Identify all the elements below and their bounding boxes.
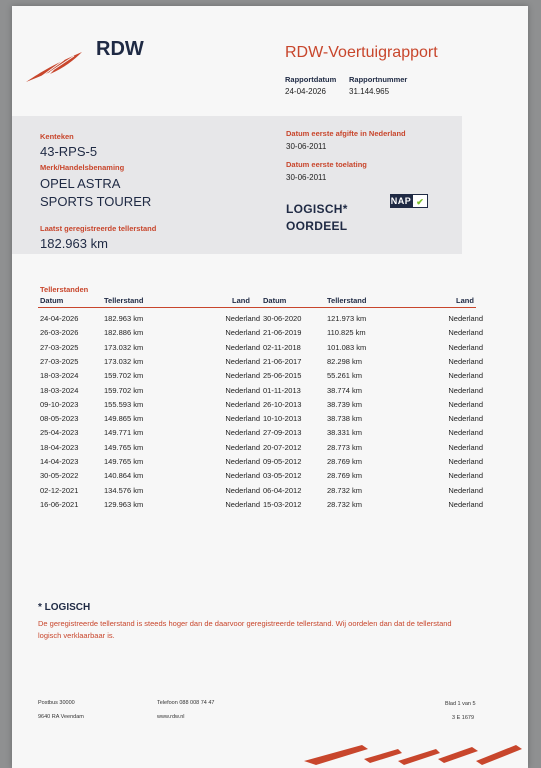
cell-date-left: 18-04-2023 xyxy=(40,442,79,452)
footer-phone: Telefoon 088 008 74 47 xyxy=(157,700,215,706)
cell-reading-right: 28.773 km xyxy=(327,442,363,452)
cell-date-left: 16-06-2021 xyxy=(40,499,79,509)
cell-country-left: Nederland xyxy=(225,385,260,395)
col-date-right: Datum xyxy=(263,296,287,305)
table-header-rule xyxy=(38,307,476,308)
cell-country-left: Nederland xyxy=(225,485,260,495)
cell-country-left: Nederland xyxy=(225,414,260,424)
checkmark-icon: ✔ xyxy=(412,194,428,208)
col-country-left: Land xyxy=(232,296,250,305)
cell-reading-left: 129.963 km xyxy=(104,499,144,509)
nap-badge xyxy=(390,194,428,208)
cell-reading-left: 173.032 km xyxy=(104,356,144,366)
last-odometer-value: 182.963 km xyxy=(40,236,108,251)
cell-reading-right: 121.973 km xyxy=(327,314,367,323)
first-issue-nl-value: 30-06-2011 xyxy=(286,142,327,151)
cell-date-left: 27-03-2025 xyxy=(40,342,79,352)
cell-reading-right: 38.738 km xyxy=(327,414,363,424)
report-number-label: Rapportnummer xyxy=(349,75,408,84)
cell-reading-right: 38.774 km xyxy=(327,385,363,395)
note-title: * LOGISCH xyxy=(38,602,91,613)
cell-country-right: Nederland xyxy=(448,385,483,395)
cell-date-right: 27-09-2013 xyxy=(263,428,302,438)
make-line-2: SPORTS TOURER xyxy=(40,194,152,209)
cell-country-right: Nederland xyxy=(448,428,483,438)
cell-country-right: Nederland xyxy=(448,399,483,409)
cell-date-right: 20-07-2012 xyxy=(263,442,302,452)
cell-date-right: 06-04-2012 xyxy=(263,485,302,495)
cell-date-left: 25-04-2023 xyxy=(40,428,79,438)
cell-country-right: Nederland xyxy=(448,356,483,366)
col-date-left: Datum xyxy=(40,296,64,305)
cell-date-left: 30-05-2022 xyxy=(40,471,79,481)
first-issue-nl-label: Datum eerste afgifte in Nederland xyxy=(286,129,406,138)
make-label: Merk/Handelsbenaming xyxy=(40,163,125,172)
cell-country-left: Nederland xyxy=(225,471,260,481)
note-text: De geregistreerde tellerstand is steeds hoger dan de daarvoor geregistreerde tellerstand. Wij oordelen dan dat de tellerstand logisch verklaarbaar is. xyxy=(38,619,452,640)
cell-country-left: Nederland xyxy=(225,342,260,352)
cell-reading-left: 182.886 km xyxy=(104,328,144,338)
cell-reading-left: 140.864 km xyxy=(104,471,144,481)
first-admission-label: Datum eerste toelating xyxy=(286,160,367,169)
first-admission-value: 30-06-2011 xyxy=(286,173,327,182)
cell-date-right: 09-05-2012 xyxy=(263,457,302,466)
cell-reading-left: 159.702 km xyxy=(104,385,144,395)
cell-reading-left: 173.032 km xyxy=(104,342,144,352)
cell-date-left: 18-03-2024 xyxy=(40,385,79,395)
col-reading-left: Tellerstand xyxy=(104,296,144,305)
cell-country-left: Nederland xyxy=(225,314,260,323)
footer-website: www.rdw.nl xyxy=(157,714,185,720)
brand-name: RDW xyxy=(96,38,144,60)
cell-reading-right: 28.732 km xyxy=(327,499,363,509)
cell-date-left: 14-04-2023 xyxy=(40,457,79,466)
cell-date-right: 21-06-2019 xyxy=(263,328,302,338)
cell-country-left: Nederland xyxy=(225,356,260,366)
cell-reading-right: 28.732 km xyxy=(327,485,363,495)
col-country-right: Land xyxy=(456,296,474,305)
cell-country-left: Nederland xyxy=(225,328,260,338)
cell-reading-left: 149.765 km xyxy=(104,442,144,452)
cell-country-left: Nederland xyxy=(225,457,260,466)
cell-reading-right: 38.331 km xyxy=(327,428,363,438)
cell-country-left: Nederland xyxy=(225,399,260,409)
cell-date-left: 18-03-2024 xyxy=(40,371,79,381)
cell-country-left: Nederland xyxy=(225,499,260,509)
cell-country-left: Nederland xyxy=(225,442,260,452)
footer-code: 3 E 1679 xyxy=(452,715,475,721)
cell-reading-left: 149.765 km xyxy=(104,457,144,466)
cell-date-left: 09-10-2023 xyxy=(40,399,79,409)
cell-country-right: Nederland xyxy=(448,371,483,381)
cell-country-right: Nederland xyxy=(448,414,483,424)
cell-reading-left: 182.963 km xyxy=(104,314,144,323)
footer-address-1: Postbus 30000 xyxy=(38,700,75,706)
cell-reading-left: 134.576 km xyxy=(104,485,144,495)
cell-date-right: 30-06-2020 xyxy=(263,314,302,323)
cell-country-right: Nederland xyxy=(448,328,483,338)
col-reading-right: Tellerstand xyxy=(327,296,367,305)
cell-country-left: Nederland xyxy=(225,371,260,381)
report-number: 31.144.965 xyxy=(349,87,390,96)
cell-reading-right: 28.769 km xyxy=(327,457,363,466)
last-odometer-label: Laatst geregistreerde tellerstand xyxy=(40,224,157,233)
nap-badge-label: NAP xyxy=(390,196,412,206)
cell-reading-right: 55.261 km xyxy=(327,371,363,381)
cell-country-right: Nederland xyxy=(448,499,483,509)
report-page xyxy=(12,6,528,768)
cell-date-right: 10-10-2013 xyxy=(263,414,302,424)
plate-label: Kenteken xyxy=(40,132,74,141)
verdict-line-1: LOGISCH* xyxy=(286,202,348,216)
cell-date-right: 02-11-2018 xyxy=(263,342,301,352)
report-title: RDW-Voertuigrapport xyxy=(285,44,438,61)
odometer-section-title: Tellerstanden xyxy=(40,285,89,294)
verdict-line-2: OORDEEL xyxy=(286,219,348,233)
cell-date-left: 26-03-2026 xyxy=(40,328,79,338)
cell-reading-left: 149.771 km xyxy=(104,428,144,438)
cell-date-right: 15-03-2012 xyxy=(263,499,302,509)
cell-reading-left: 155.593 km xyxy=(104,399,144,409)
cell-country-left: Nederland xyxy=(225,428,260,438)
cell-date-left: 24-04-2026 xyxy=(40,314,79,323)
cell-date-left: 08-05-2023 xyxy=(40,414,79,424)
cell-reading-left: 149.865 km xyxy=(104,414,144,424)
cell-reading-right: 110.825 km xyxy=(327,328,366,338)
cell-country-right: Nederland xyxy=(448,471,483,481)
cell-date-right: 25-06-2015 xyxy=(263,371,302,381)
cell-country-right: Nederland xyxy=(448,314,483,323)
cell-country-right: Nederland xyxy=(448,442,483,452)
cell-country-right: Nederland xyxy=(448,485,483,495)
cell-reading-left: 159.702 km xyxy=(104,371,144,381)
cell-date-right: 26-10-2013 xyxy=(263,399,302,409)
cell-reading-right: 38.739 km xyxy=(327,399,363,409)
cell-date-right: 01-11-2013 xyxy=(263,385,301,395)
plate-value: 43-RPS-5 xyxy=(40,144,98,159)
cell-country-right: Nederland xyxy=(448,457,483,466)
report-date: 24-04-2026 xyxy=(285,87,326,96)
cell-reading-right: 82.298 km xyxy=(327,356,363,366)
make-line-1: OPEL ASTRA xyxy=(40,176,121,191)
cell-date-right: 21-06-2017 xyxy=(263,356,302,366)
cell-date-left: 02-12-2021 xyxy=(40,485,79,495)
footer-address-2: 9640 RA Veendam xyxy=(38,714,84,720)
report-date-label: Rapportdatum xyxy=(285,75,337,84)
cell-date-right: 03-05-2012 xyxy=(263,471,302,481)
cell-date-left: 27-03-2025 xyxy=(40,356,79,366)
cell-country-right: Nederland xyxy=(448,342,483,352)
rdw-logo-icon xyxy=(24,50,86,84)
cell-reading-right: 101.083 km xyxy=(327,342,367,352)
cell-reading-right: 28.769 km xyxy=(327,471,363,481)
decorative-stripes-graphic xyxy=(302,739,528,768)
footer-page: Blad 1 van 5 xyxy=(445,701,476,707)
